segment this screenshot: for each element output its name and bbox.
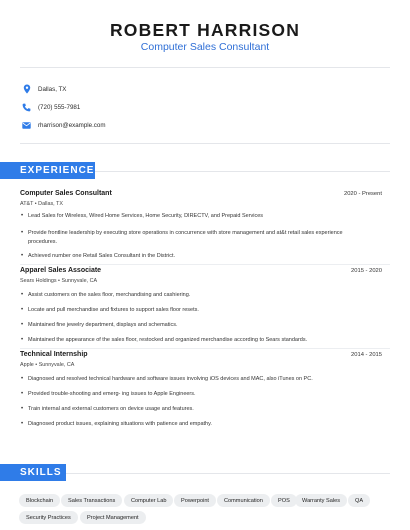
- job-title: Apparel Sales Associate: [20, 267, 102, 274]
- phone-icon: [22, 102, 31, 112]
- skill-tag: Security Practices: [19, 511, 78, 524]
- skill-tag: Blockchain: [19, 494, 60, 507]
- skill-tag: Sales Transactions: [61, 494, 122, 507]
- skills-heading: SKILLS: [0, 464, 66, 481]
- job-company-line: Apple • Sunnyvale, CA: [20, 362, 75, 368]
- job-dates: 2014 - 2015: [351, 352, 382, 358]
- skills-rule: [66, 473, 390, 474]
- job-bullet: • Train internal and external customers on device usage and features.: [21, 406, 194, 412]
- job-company-line: AT&T • Dallas, TX: [20, 201, 63, 207]
- job-company: AT&T: [20, 201, 34, 207]
- job-title: Technical Internship: [20, 351, 88, 358]
- email-icon: [22, 120, 31, 130]
- job-bullet: • Provided trouble-shooting and emerg- ing issues to Apple Engineers.: [21, 391, 196, 397]
- skill-tag: Communication: [217, 494, 270, 507]
- job-divider: [20, 348, 390, 349]
- job-company: Sears Holdings: [20, 278, 57, 284]
- contact-location: [22, 82, 67, 96]
- job-location: Sunnyvale, CA: [61, 278, 98, 284]
- job-bullet: • Locate and pull merchandise and fixtures to support sales floor resets.: [21, 307, 199, 313]
- skill-tag: Computer Lab: [124, 494, 173, 507]
- skill-tag: Warranty Sales: [295, 494, 347, 507]
- contact-divider: [20, 143, 390, 144]
- job-company: Apple: [20, 362, 34, 368]
- contact-email: [22, 118, 106, 132]
- skill-tag: Powerpoint: [174, 494, 216, 507]
- job-title: Computer Sales Consultant: [20, 190, 112, 197]
- contact-phone: [22, 100, 81, 114]
- candidate-title: Computer Sales Consultant: [140, 41, 270, 53]
- candidate-name: ROBERT HARRISON: [109, 20, 301, 40]
- skill-tag: QA: [348, 494, 370, 507]
- job-bullet: • Diagnosed and resolved technical hardware and software issues involving iOS devices and MAC, also iTunes on PC.: [21, 376, 313, 382]
- email-text: rharrison@example.com: [38, 121, 106, 129]
- job-dates: 2015 - 2020: [351, 268, 382, 274]
- job-bullet: • Diagnosed product issues, explaining situations with patience and empathy.: [21, 421, 212, 427]
- phone-text: (720) 555-7981: [38, 103, 81, 111]
- job-dates: 2020 - Present: [343, 191, 382, 197]
- experience-heading: EXPERIENCE: [0, 162, 95, 179]
- job-bullet: • Maintained fine jewelry department, displays and schematics.: [21, 322, 178, 328]
- header-divider: [20, 67, 390, 68]
- job-location: Sunnyvale, CA: [38, 362, 75, 368]
- job-company-line: Sears Holdings • Sunnyvale, CA: [20, 278, 98, 284]
- job-bullet: • Assist customers on the sales floor, merchandising and cashiering.: [21, 292, 191, 298]
- job-bullet: • Maintained the appearance of the sales floor, restocked and organized merchandise according to Sears standards.: [21, 337, 308, 343]
- experience-rule: [95, 171, 390, 172]
- job-divider: [20, 264, 390, 265]
- job-location: Dallas, TX: [38, 201, 63, 207]
- job-bullet: • Achieved number one Retail Sales Consultant in the District.: [21, 253, 176, 259]
- skill-tag: POS: [271, 494, 297, 507]
- skill-tag: Project Management: [80, 511, 146, 524]
- location-pin-icon: [22, 84, 31, 94]
- job-bullet: • Provide frontline leadership by executing store operations in concurrence with store management and at&t retail sales experience procedures.: [21, 230, 343, 245]
- job-bullet: • Lead Sales for Wireless, Wired Home Services, Home Security, DIRECTV, and Prepaid Services: [21, 213, 264, 219]
- location-text: Dallas, TX: [38, 85, 67, 93]
